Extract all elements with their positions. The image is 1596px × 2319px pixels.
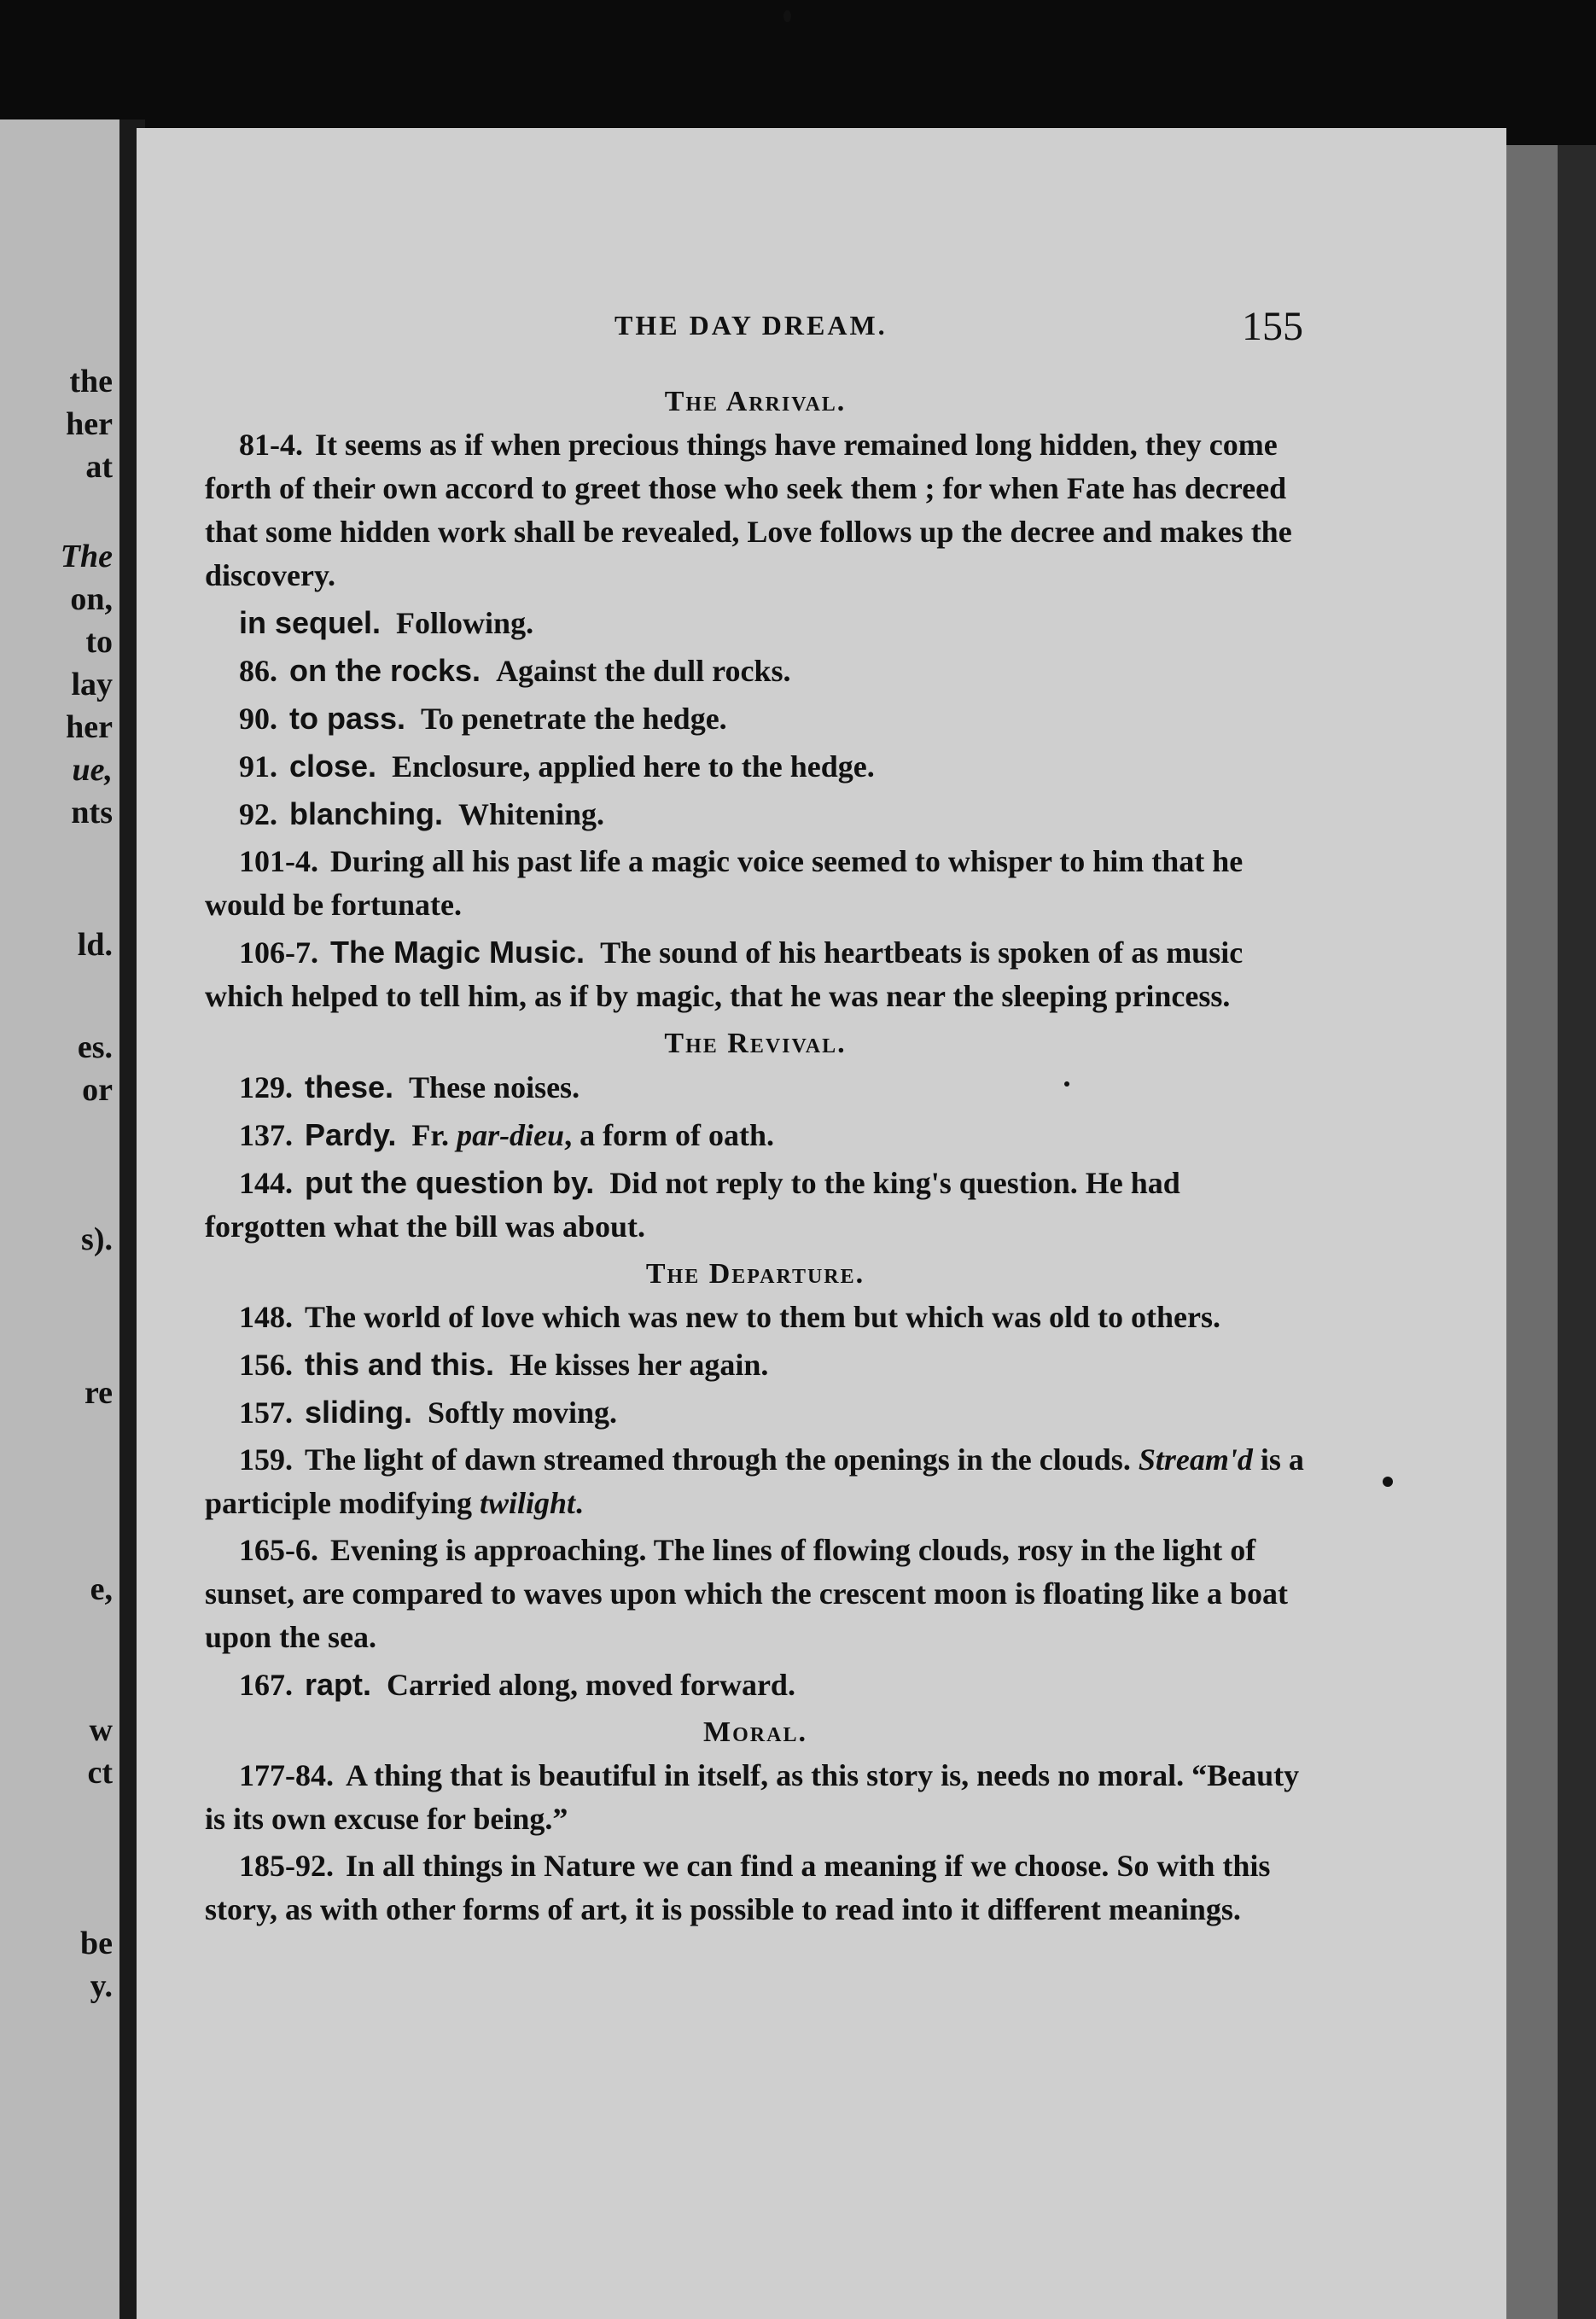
note-number: 92. — [239, 797, 277, 831]
note-term: put the question by. — [305, 1165, 595, 1200]
left-fragment: w — [89, 1712, 113, 1748]
note-number: 156. — [239, 1348, 293, 1382]
note-entry — [205, 792, 1306, 836]
note-number: 159. — [239, 1442, 293, 1477]
note-term: these. — [305, 1069, 394, 1104]
note-body: Whitening. — [458, 797, 605, 831]
note-term: Pardy. — [305, 1117, 397, 1152]
note-term: to pass. — [289, 701, 406, 736]
left-fragment: be — [80, 1926, 113, 1961]
left-fragment: on, — [70, 581, 113, 617]
note-number: 157. — [239, 1395, 293, 1430]
note-body: Following. — [396, 606, 534, 640]
note-term: sliding. — [305, 1395, 412, 1430]
left-fragment: her — [66, 709, 113, 745]
notes-content — [205, 380, 1306, 1935]
note-entry — [205, 1663, 1306, 1707]
left-fragment: at — [85, 449, 113, 485]
page-number: 155 — [1242, 304, 1303, 349]
note-body: Did not reply to the king's question. He had forgotten what the bill was about. — [205, 1166, 1180, 1244]
note-number: 91. — [239, 749, 277, 784]
note-term: close. — [289, 749, 377, 784]
section-heading: The Arrival. — [664, 386, 847, 417]
note-term: blanching. — [289, 796, 443, 831]
note-entry — [205, 1438, 1306, 1525]
section-heading: Moral. — [703, 1716, 807, 1748]
left-fragment: e, — [90, 1571, 113, 1607]
note-entry — [205, 1390, 1306, 1435]
note-entry — [205, 1754, 1306, 1841]
note-body: Evening is approaching. The lines of flowing clouds, rosy in the light of sunset, are compared to waves upon which the crescent moon is floating like a boat upon the sea. — [205, 1533, 1288, 1654]
note-number: 185-92. — [239, 1849, 334, 1883]
left-fragment: lay — [71, 667, 113, 702]
note-entry — [205, 1065, 1306, 1110]
note-entry — [205, 601, 1306, 645]
left-fragment: the — [69, 364, 113, 399]
left-fragment: ct — [87, 1755, 113, 1791]
left-fragment: es. — [77, 1029, 113, 1065]
note-body: The light of dawn streamed through the openings in the clouds. — [305, 1442, 1131, 1477]
note-number: 106-7. — [239, 935, 318, 970]
note-italic: twilight — [480, 1486, 576, 1520]
note-body: He kisses her again. — [510, 1348, 769, 1382]
scan-speck — [1383, 1477, 1393, 1487]
left-page — [0, 119, 124, 2319]
note-number: 129. — [239, 1070, 293, 1104]
note-number: 90. — [239, 702, 277, 736]
note-body: Carried along, moved forward. — [387, 1668, 795, 1702]
note-entry — [205, 930, 1306, 1018]
note-number: 137. — [239, 1118, 293, 1152]
note-body: , a form of oath. — [564, 1118, 775, 1152]
left-fragment: The — [60, 539, 113, 574]
note-number: 165-6. — [239, 1533, 318, 1567]
note-italic: Stream'd — [1138, 1442, 1253, 1477]
note-term: rapt. — [305, 1667, 372, 1702]
section-heading: The Departure. — [645, 1258, 865, 1290]
note-body: It seems as if when precious things have remained long hidden, they come forth of their own accord to greet those who seek them ; for when Fate has decreed that some hidden work shall be revealed, Love follows up the decree and makes the discovery. — [205, 428, 1292, 592]
note-term: The Magic Music. — [330, 935, 585, 970]
scan-speck — [783, 10, 791, 22]
left-page-text-fragments — [0, 119, 119, 2319]
note-entry — [205, 1844, 1306, 1932]
left-fragment: ue, — [72, 752, 113, 788]
note-entry — [205, 1113, 1306, 1157]
page-edge-shadow — [1558, 145, 1596, 2319]
note-term: in sequel. — [239, 605, 382, 640]
left-fragment: re — [84, 1375, 113, 1411]
note-body: During all his past life a magic voice seemed to whisper to him that he would be fortunate. — [205, 844, 1244, 922]
note-entry — [205, 1161, 1306, 1249]
note-entry — [205, 1296, 1306, 1339]
note-body: Against the dull rocks. — [496, 654, 791, 688]
note-body: . — [575, 1486, 584, 1520]
note-italic: par-dieu — [457, 1118, 565, 1152]
note-entry — [205, 649, 1306, 693]
note-body: A thing that is beautiful in itself, as this story is, needs no moral. “Beauty is its own excuse for being.” — [205, 1758, 1300, 1836]
left-fragment: to — [85, 624, 113, 660]
note-number: 167. — [239, 1668, 293, 1702]
note-number: 81-4. — [239, 428, 303, 462]
scan-speck — [1064, 1081, 1069, 1087]
section-heading: The Revival. — [664, 1028, 847, 1059]
left-fragment: y. — [90, 1968, 113, 2004]
note-term: on the rocks. — [289, 653, 481, 688]
note-body: Enclosure, applied here to the hedge. — [392, 749, 875, 784]
left-fragment: or — [82, 1072, 113, 1108]
left-fragment: nts — [71, 795, 113, 830]
note-body: Fr. — [411, 1118, 457, 1152]
left-fragment: her — [66, 406, 113, 442]
note-body: The sound of his heartbeats is spoken of as music which helped to tell him, as if by magic, that he was near the sleeping princess. — [205, 935, 1244, 1013]
note-body: To penetrate the hedge. — [421, 702, 727, 736]
note-number: 144. — [239, 1166, 293, 1200]
note-body: is a participle modifying — [205, 1442, 1304, 1520]
note-entry — [205, 696, 1306, 741]
note-body: The world of love which was new to them but which was old to others. — [305, 1300, 1221, 1334]
note-entry — [205, 423, 1306, 597]
page-edge — [1506, 145, 1558, 2319]
note-number: 86. — [239, 654, 277, 688]
note-term: this and this. — [305, 1347, 495, 1382]
note-entry — [205, 840, 1306, 927]
left-fragment: s). — [81, 1221, 113, 1257]
note-entry — [205, 744, 1306, 789]
note-number: 177-84. — [239, 1758, 334, 1792]
left-fragment: ld. — [77, 927, 113, 963]
note-number: 148. — [239, 1300, 293, 1334]
note-entry — [205, 1343, 1306, 1387]
note-entry — [205, 1529, 1306, 1659]
note-body: In all things in Nature we can find a meaning if we choose. So with this story, as with other forms of art, it is possible to read into it different meanings. — [205, 1849, 1271, 1926]
note-body: These noises. — [409, 1070, 580, 1104]
running-header: THE DAY DREAM. — [615, 310, 888, 341]
note-body: Softly moving. — [428, 1395, 618, 1430]
note-number: 101-4. — [239, 844, 318, 878]
